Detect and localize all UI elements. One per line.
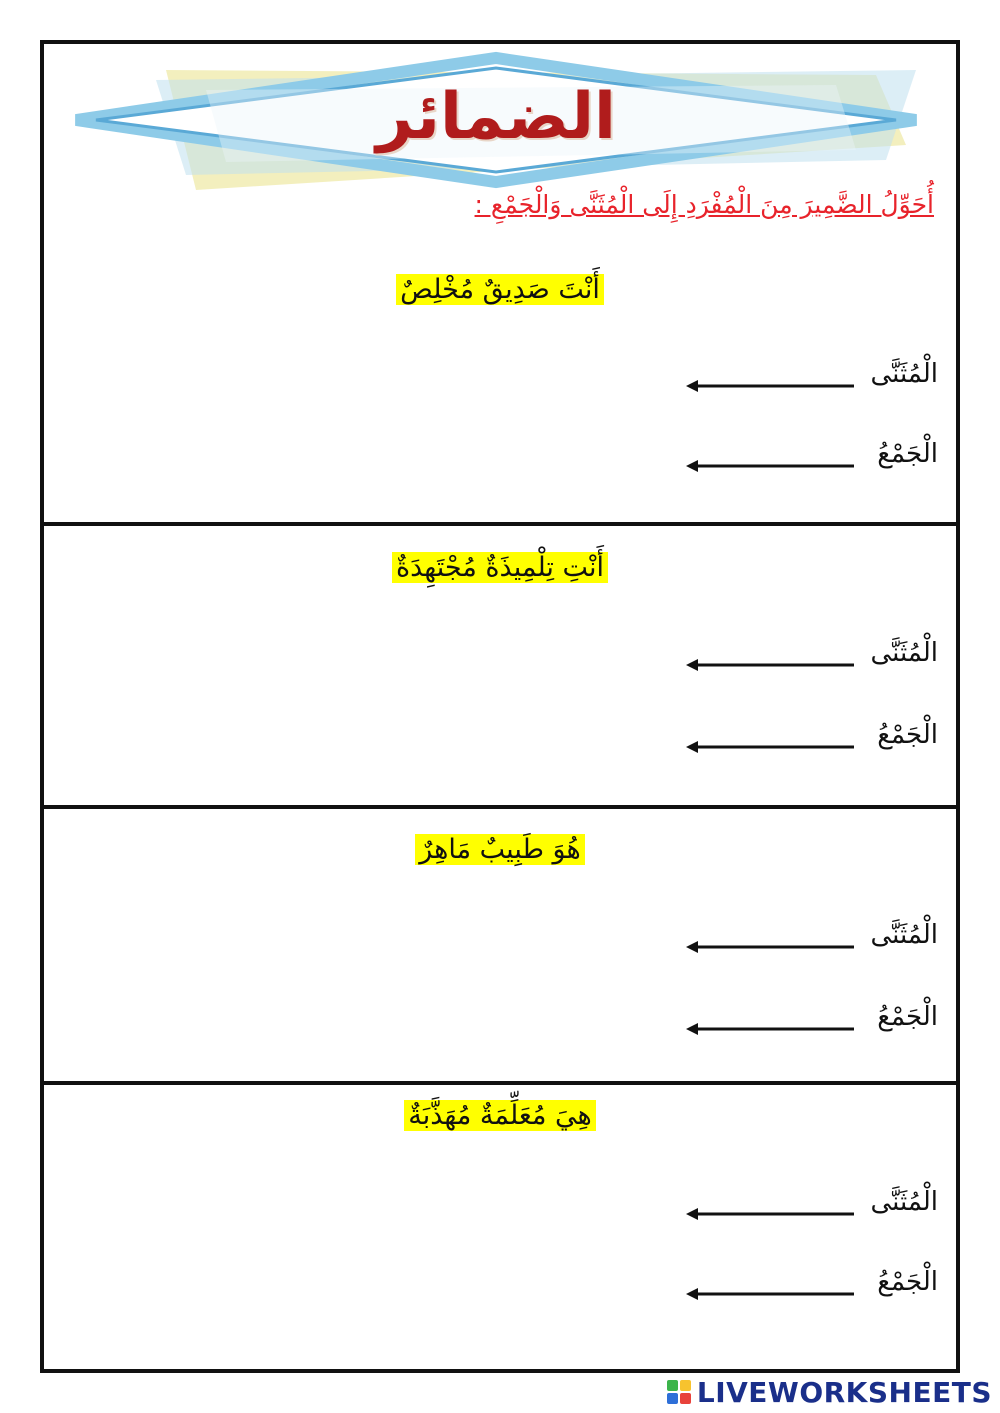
- exercise-sentence: [44, 274, 956, 305]
- section-divider: [44, 1081, 956, 1085]
- section-divider: [44, 805, 956, 809]
- dual-label: الْمُثَنَّى: [870, 920, 938, 950]
- dual-label: الْمُثَنَّى: [870, 359, 938, 389]
- left-arrow-icon: [686, 379, 856, 393]
- exercise-sentence: [44, 552, 956, 583]
- exercise-section-2: [44, 540, 956, 805]
- logo-square: [680, 1393, 691, 1404]
- title-banner: [56, 50, 936, 200]
- left-arrow-icon: [686, 459, 856, 473]
- exercise-sentence: [44, 834, 956, 865]
- sentence-text: هِيَ مُعَلِّمَةٌ مُهَذَّبَةٌ: [404, 1100, 596, 1131]
- sentence-text: أَنْتَ صَدِيقٌ مُخْلِصٌ: [396, 274, 604, 305]
- sentence-text: أَنْتِ تِلْمِيذَةٌ مُجْتَهِدَةٌ: [392, 552, 608, 583]
- liveworksheets-logo-icon: [667, 1380, 691, 1404]
- exercise-sentence: [44, 1100, 956, 1131]
- section-divider: [44, 522, 956, 526]
- plural-answer-row[interactable]: [518, 1267, 938, 1307]
- dual-answer-row[interactable]: [518, 920, 938, 960]
- plural-label: الْجَمْعُ: [877, 1267, 938, 1297]
- plural-label: الْجَمْعُ: [877, 439, 938, 469]
- dual-label: الْمُثَنَّى: [870, 638, 938, 668]
- liveworksheets-footer: [667, 1374, 992, 1410]
- logo-square: [667, 1393, 678, 1404]
- sentence-text: هُوَ طَبِيبٌ مَاهِرٌ: [415, 834, 584, 865]
- dual-label: الْمُثَنَّى: [870, 1187, 938, 1217]
- exercise-section-1: [44, 262, 956, 522]
- plural-answer-row[interactable]: [518, 439, 938, 479]
- plural-answer-row[interactable]: [518, 1002, 938, 1042]
- exercise-section-4: [44, 1090, 956, 1360]
- logo-square: [680, 1380, 691, 1391]
- left-arrow-icon: [686, 740, 856, 754]
- left-arrow-icon: [686, 658, 856, 672]
- plural-answer-row[interactable]: [518, 720, 938, 760]
- plural-label: الْجَمْعُ: [877, 1002, 938, 1032]
- dual-answer-row[interactable]: [518, 1187, 938, 1227]
- instruction-text: أُحَوِّلُ الضَّمِيرَ مِنَ الْمُفْرَدِ إِلَى الْمُثَنَّى وَالْجَمْعِ :: [474, 190, 934, 219]
- logo-square: [667, 1380, 678, 1391]
- exercise-section-3: [44, 822, 956, 1084]
- left-arrow-icon: [686, 1207, 856, 1221]
- dual-answer-row[interactable]: [518, 638, 938, 678]
- left-arrow-icon: [686, 1287, 856, 1301]
- page-title: الضمائر: [376, 80, 616, 154]
- dual-answer-row[interactable]: [518, 359, 938, 399]
- left-arrow-icon: [686, 1022, 856, 1036]
- plural-label: الْجَمْعُ: [877, 720, 938, 750]
- footer-brand: LIVEWORKSHEETS: [696, 1375, 992, 1409]
- left-arrow-icon: [686, 940, 856, 954]
